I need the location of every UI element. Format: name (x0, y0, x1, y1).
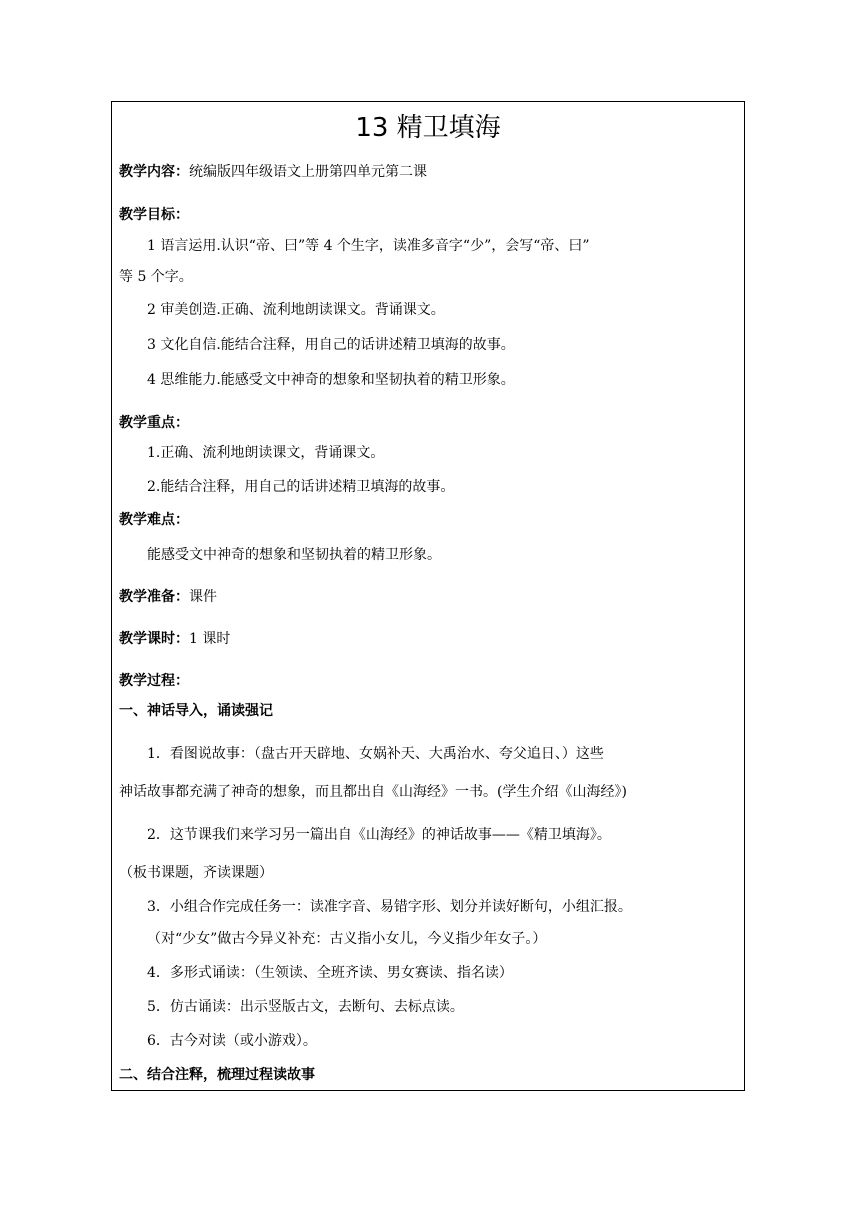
key-point-item: 2.能结合注释，用自己的话讲述精卫填海的故事。 (147, 479, 455, 495)
goals-label: 教学目标： (119, 207, 189, 223)
lesson-plan-frame (111, 101, 745, 1091)
prep-text: 课件 (189, 589, 217, 605)
key-point-item: 1.正确、流利地朗读课文，背诵课文。 (147, 445, 385, 461)
page-title: 13 精卫填海 (355, 113, 501, 143)
key-points-label: 教学重点： (119, 415, 189, 431)
goal-item: 2 审美创造.正确、流利地朗读课文。背诵课文。 (147, 302, 445, 318)
section-heading: 二、结合注释，梳理过程读故事 (119, 1067, 315, 1083)
difficulty-label: 教学难点： (119, 512, 189, 528)
process-label: 教学过程： (119, 673, 189, 689)
hours-text: 1 课时 (189, 631, 231, 647)
process-line: 神话故事都充满了神奇的想象，而且都出自《山海经》一书。(学生介绍《山海经》) (119, 784, 627, 800)
goal-item: 等 5 个字。 (119, 269, 193, 285)
process-line: （板书课题，齐读课题） (119, 865, 273, 881)
process-line: 5．仿古诵读：出示竖版古文，去断句、去标点读。 (147, 999, 464, 1015)
process-line: 4．多形式诵读：（生领读、全班齐读、男女赛读、指名读） (147, 965, 513, 981)
hours-label: 教学课时： (119, 631, 189, 647)
difficulty-text: 能感受文中神奇的想象和坚韧执着的精卫形象。 (147, 547, 441, 563)
process-line: 2．这节课我们来学习另一篇出自《山海经》的神话故事——《精卫填海》。 (147, 827, 611, 843)
process-line: 3．小组合作完成任务一：读准字音、易错字形、划分并读好断句，小组汇报。 (147, 899, 632, 915)
content-row (119, 162, 427, 182)
prep-row (119, 587, 217, 607)
content-label: 教学内容： (119, 164, 189, 180)
goal-item: 4 思维能力.能感受文中神奇的想象和坚韧执着的精卫形象。 (147, 372, 515, 388)
section-heading: 一、神话导入，诵读强记 (119, 703, 273, 719)
process-line: 6．古今对读（或小游戏）。 (147, 1033, 317, 1049)
hours-row (119, 629, 230, 649)
prep-label: 教学准备： (119, 589, 189, 605)
process-line: （对“少女”做古今异义补充：古义指小女儿，今义指少年女子。） (147, 931, 547, 947)
content-text: 统编版四年级语文上册第四单元第二课 (189, 164, 427, 180)
goal-item: 1 语言运用.认识“帝、曰”等 4 个生字，读准多音字“少”，会写“帝、曰” (147, 238, 590, 254)
goal-item: 3 文化自信.能结合注释，用自己的话讲述精卫填海的故事。 (147, 337, 515, 353)
process-line: 1．看图说故事：（盘古开天辟地、女娲补天、大禹治水、夸父追日、）这些 (147, 746, 604, 762)
